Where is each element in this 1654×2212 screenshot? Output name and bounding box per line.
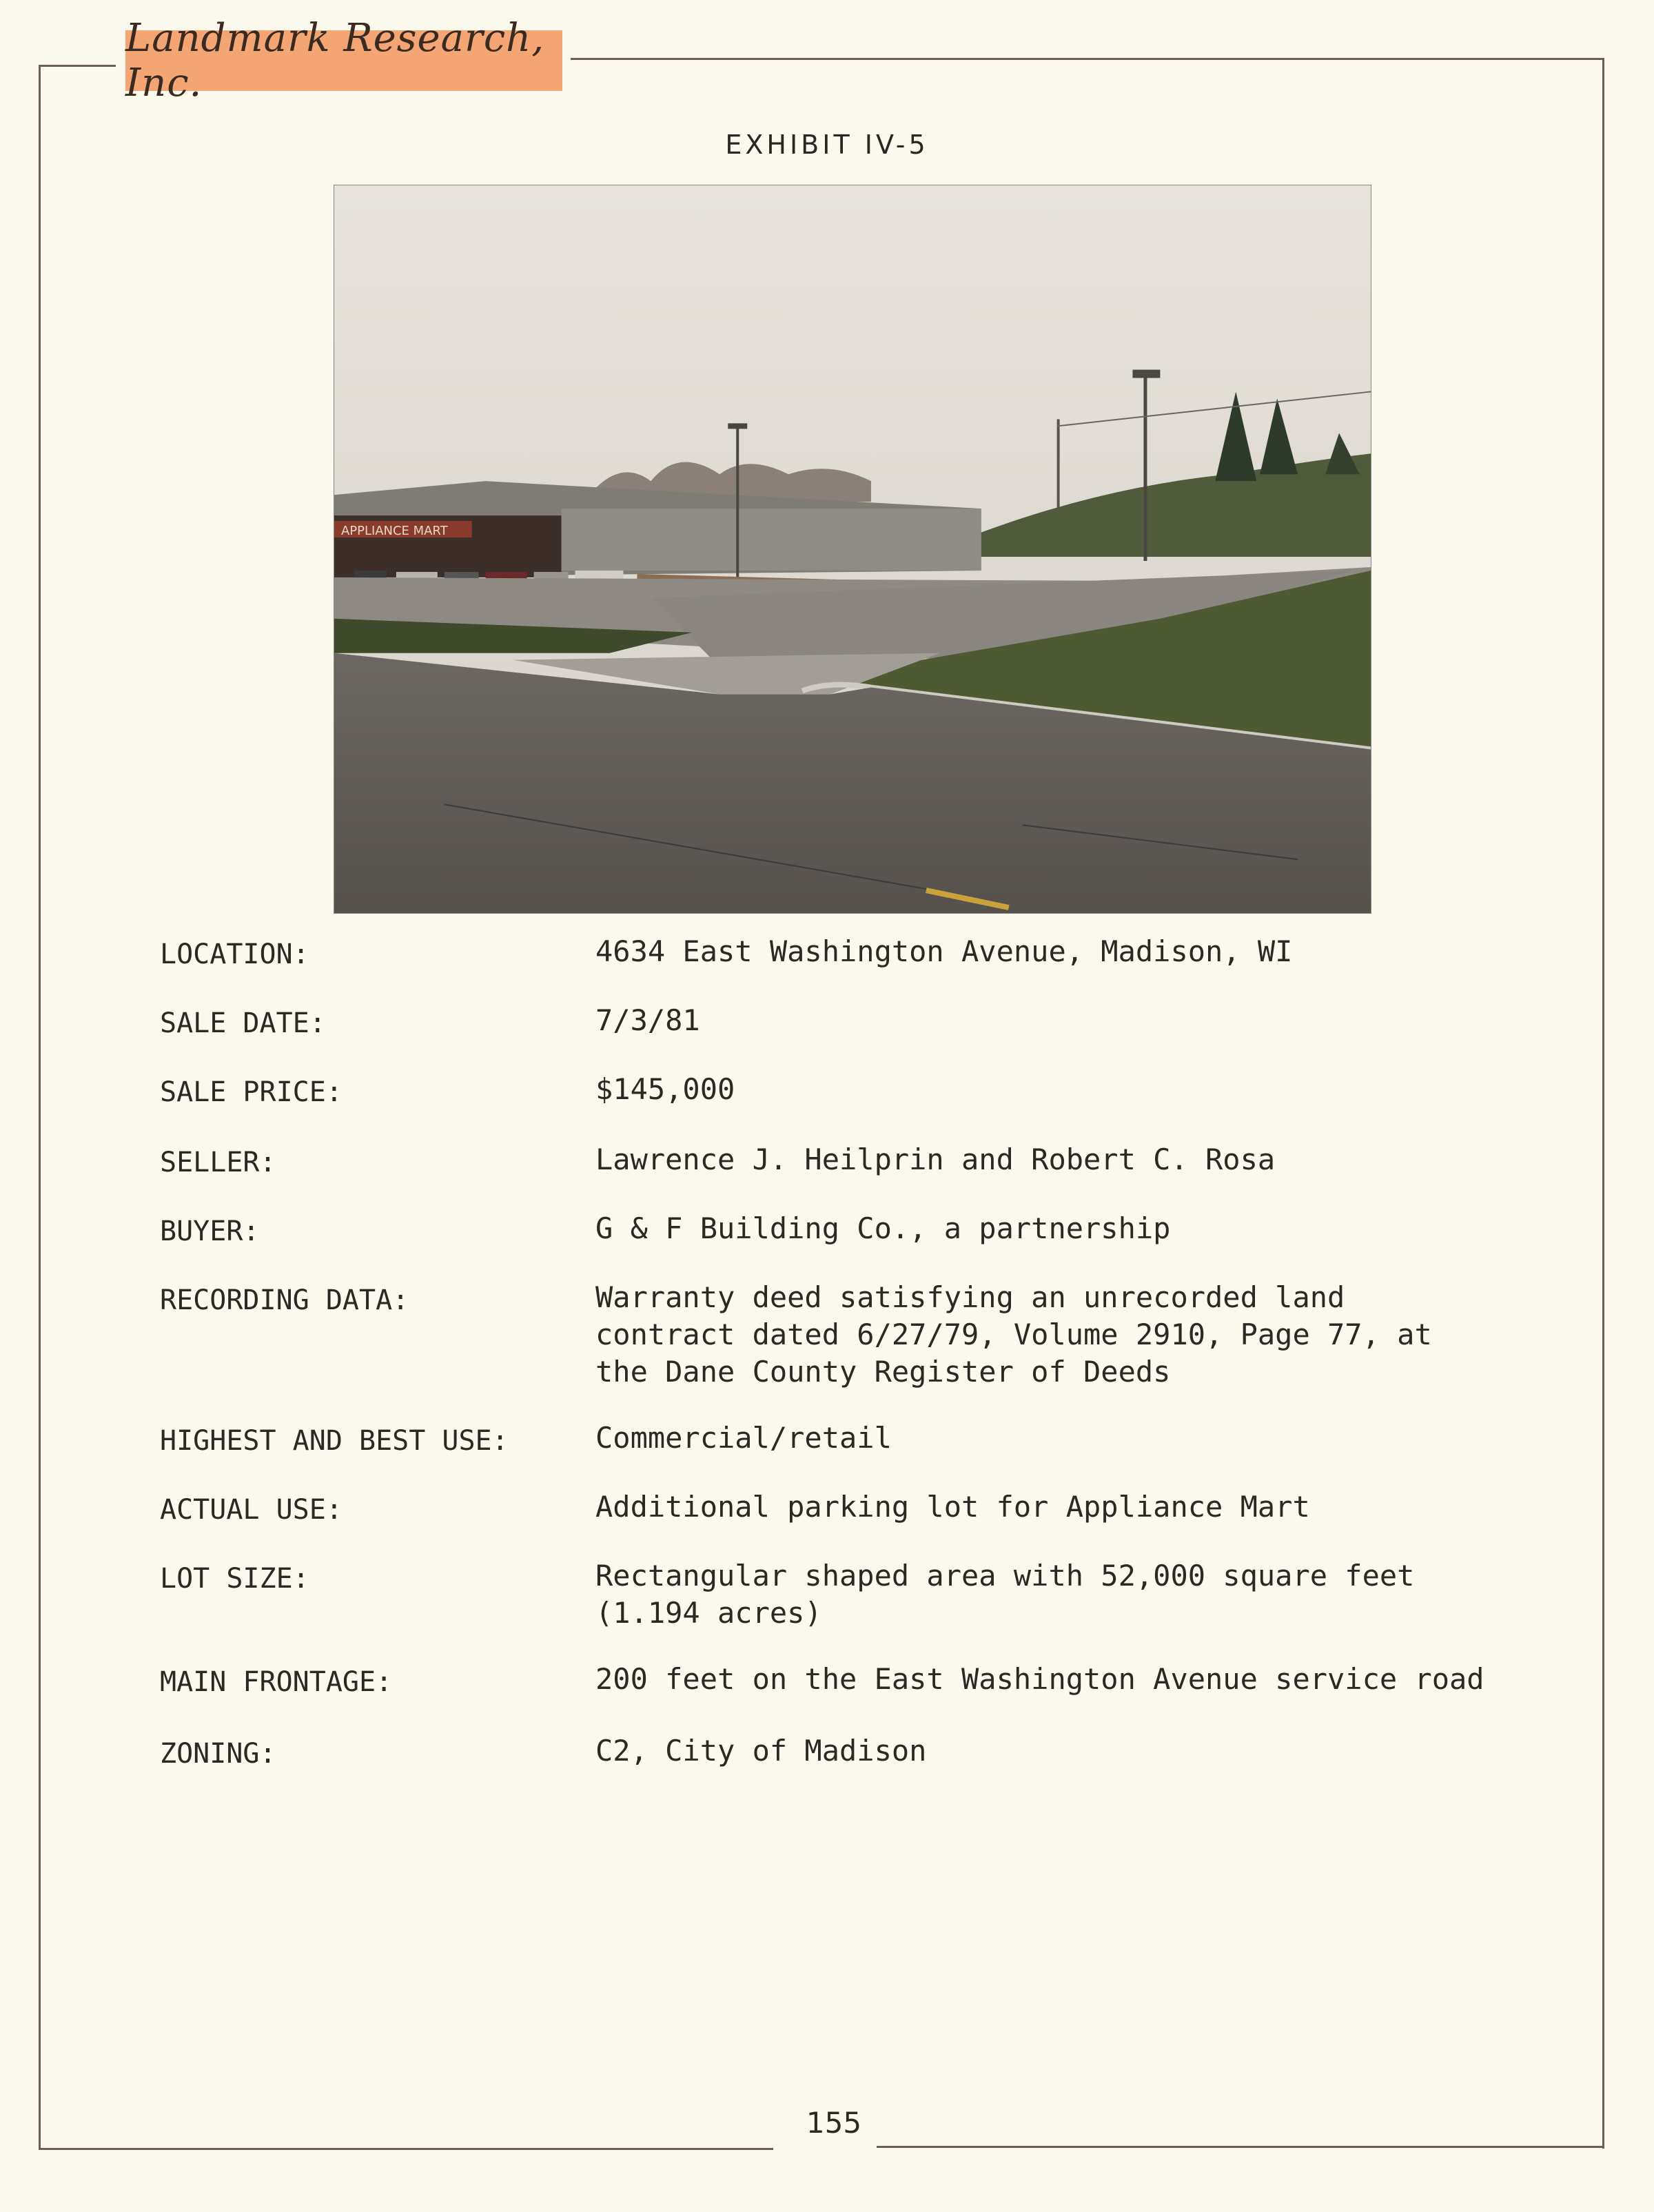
field-value bbox=[595, 1732, 1533, 1770]
exhibit-title: EXHIBIT IV-5 bbox=[725, 130, 929, 160]
company-logo-text: Landmark Research, Inc. bbox=[125, 16, 545, 105]
field-value bbox=[595, 1661, 1533, 1698]
field-label: LOCATION: bbox=[160, 939, 309, 970]
frame-top-right bbox=[571, 58, 1604, 60]
field-label: SALE DATE: bbox=[160, 1007, 326, 1039]
field-label: HIGHEST AND BEST USE: bbox=[160, 1425, 509, 1457]
frame-left bbox=[39, 65, 41, 2150]
field-value bbox=[595, 1071, 1533, 1108]
value-line: 7/3/81 bbox=[595, 1003, 700, 1037]
field-label: SELLER: bbox=[160, 1147, 276, 1178]
frame-bottom-left bbox=[39, 2148, 773, 2150]
value-line: G & F Building Co., a partnership bbox=[595, 1211, 1171, 1245]
field-value bbox=[595, 1557, 1533, 1632]
field-label: ACTUAL USE: bbox=[160, 1494, 343, 1526]
field-value bbox=[595, 1279, 1533, 1391]
frame-top-left bbox=[39, 65, 116, 67]
field-value bbox=[595, 1210, 1533, 1247]
field-label: RECORDING DATA: bbox=[160, 1284, 409, 1316]
value-line: 4634 East Washington Avenue, Madison, WI bbox=[595, 934, 1293, 968]
value-line: contract dated 6/27/79, Volume 2910, Page 77, at bbox=[595, 1318, 1432, 1351]
field-value bbox=[595, 1141, 1533, 1178]
field-value bbox=[595, 1488, 1533, 1526]
building-sign: APPLIANCE MART bbox=[340, 524, 448, 539]
value-line: Warranty deed satisfying an unrecorded land bbox=[595, 1280, 1345, 1314]
field-value bbox=[595, 933, 1533, 970]
value-line: (1.194 acres) bbox=[595, 1596, 822, 1630]
value-line: $145,000 bbox=[595, 1072, 735, 1106]
property-photo bbox=[334, 185, 1371, 914]
field-label: ZONING: bbox=[160, 1738, 276, 1770]
property-photo-image bbox=[334, 185, 1371, 913]
field-label: BUYER: bbox=[160, 1216, 260, 1247]
field-value bbox=[595, 1002, 1533, 1039]
value-line: C2, City of Madison bbox=[595, 1734, 927, 1768]
value-line: Commercial/retail bbox=[595, 1421, 892, 1455]
value-line: Lawrence J. Heilprin and Robert C. Rosa bbox=[595, 1143, 1276, 1176]
field-label: LOT SIZE: bbox=[160, 1563, 309, 1595]
field-label: SALE PRICE: bbox=[160, 1076, 343, 1108]
company-logo bbox=[125, 16, 562, 105]
frame-right bbox=[1602, 58, 1604, 2149]
frame-bottom-right bbox=[877, 2146, 1604, 2148]
field-value bbox=[595, 1420, 1533, 1457]
value-line: 200 feet on the East Washington Avenue service road bbox=[595, 1662, 1484, 1696]
page-number: 155 bbox=[806, 2106, 862, 2140]
value-line: Rectangular shaped area with 52,000 square feet bbox=[595, 1559, 1415, 1593]
value-line: the Dane County Register of Deeds bbox=[595, 1355, 1171, 1389]
field-label: MAIN FRONTAGE: bbox=[160, 1666, 393, 1698]
value-line: Additional parking lot for Appliance Mart bbox=[595, 1490, 1310, 1524]
